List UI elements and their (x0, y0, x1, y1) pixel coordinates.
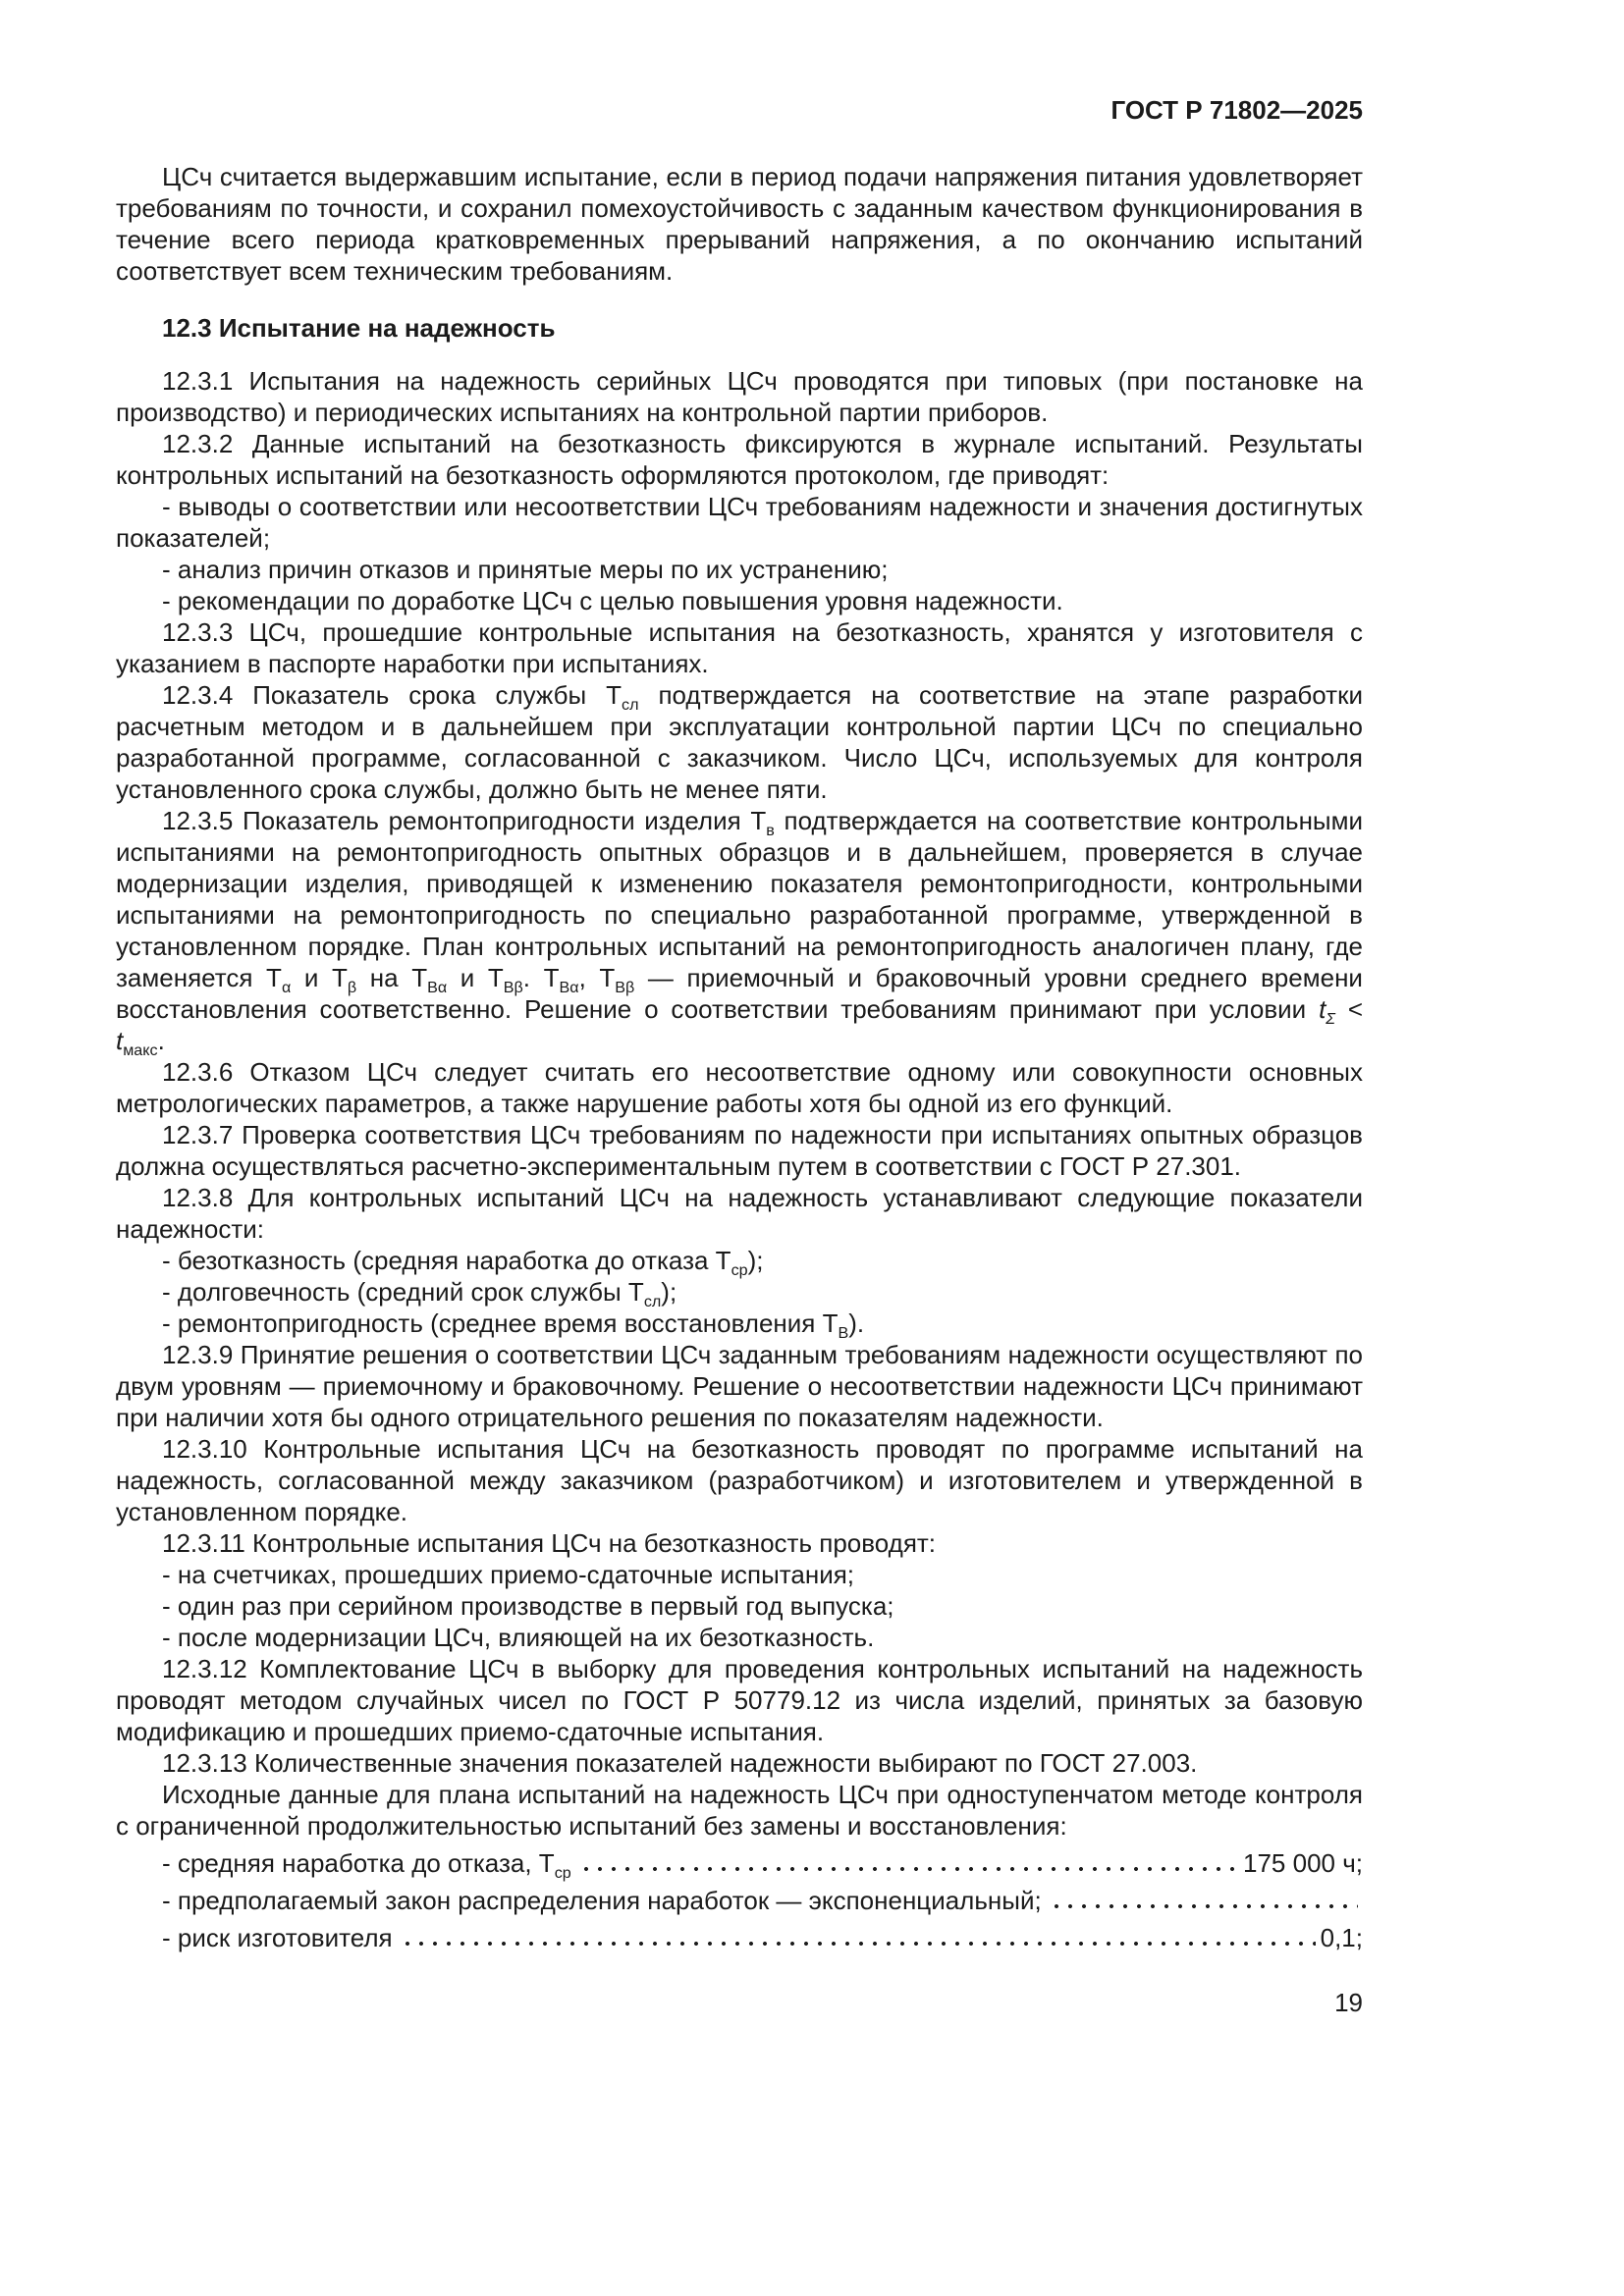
leader-item (116, 1885, 1363, 1916)
subscript-text: Вβ (615, 979, 635, 997)
text-run: . Т (522, 963, 560, 992)
paragraph (116, 1119, 1363, 1182)
list-item (116, 491, 1363, 554)
text-run: 12.3.13 Количественные значения показателей надежности выбирают по ГОСТ 27.003. (162, 1748, 1198, 1778)
text-run: . (157, 1026, 165, 1055)
paragraph (116, 1527, 1363, 1559)
text-run: ЦСч считается выдержавшим испытание, если в период подачи напряжения питания удовлетворяет требованиям по точности, и сохранил помехоустойчивость с заданным качеством функционирования в течение всего периода кратковременных прерываний напряжения, а по окончанию испытаний соответствует всем техническим требованиям. (116, 162, 1363, 286)
text-run: подтверждается на соответствие на этапе разработки расчетным методом и в дальнейшем при эксплуатации контрольной партии ЦСч по специально разработанной программе, согласованной с заказчиком. Число ЦСч, используемых для контроля установленного срока службы, должно быть не менее пяти. (116, 680, 1363, 804)
text-run: - на счетчиках, прошедших приемо-сдаточные испытания; (162, 1560, 855, 1589)
text-run: ); (661, 1277, 677, 1307)
subscript-text: сл (622, 696, 639, 715)
text-run: - анализ причин отказов и принятые меры по их устранению; (162, 555, 889, 584)
list-item (116, 1276, 1363, 1311)
paragraph (116, 1747, 1363, 1779)
text-run: Исходные данные для плана испытаний на надежность ЦСч при одноступенчатом методе контроля с ограниченной продолжительностью испытаний без замены и восстановления: (116, 1780, 1363, 1841)
text-run: 12.3.4 Показатель срока службы Т (162, 680, 623, 710)
text-run: - выводы о соответствии или несоответствии ЦСч требованиям надежности и значения достигнутых показателей; (116, 492, 1363, 553)
subscript-text: макс (123, 1041, 158, 1060)
text-run: на Т (356, 963, 428, 992)
text-run: - средняя наработка до отказа, Т (162, 1848, 555, 1878)
subscript-text: α (281, 979, 292, 997)
leader-value: 175 000 ч; (1243, 1848, 1363, 1878)
text-run: 12.3.1 Испытания на надежность серийных ЦСч проводятся при типовых (при постановке на производство) и периодических испытаниях на контрольной партии приборов. (116, 366, 1363, 427)
paragraph (116, 1056, 1363, 1119)
list-item (116, 1622, 1363, 1653)
paragraph (116, 365, 1363, 428)
text-run: t (1319, 994, 1326, 1024)
list-item (116, 554, 1363, 585)
text-run: 12.3.10 Контрольные испытания ЦСч на безотказность проводят по программе испытаний на надежность, согласованной между заказчиком (разработчиком) и изготовителем и утвержденной в установленном порядке. (116, 1434, 1363, 1526)
text-run: , Т (578, 963, 616, 992)
text-run: - ремонтопригодность (среднее время восстановления Т (162, 1308, 839, 1338)
dot-leader (1047, 1885, 1358, 1916)
text-run: и Т (447, 963, 504, 992)
leader-label (162, 1885, 1042, 1916)
text-run: - после модернизации ЦСч, влияющей на их безотказность. (162, 1623, 875, 1652)
text-run: 12.3.5 Показатель ремонтопригодности изделия Т (162, 806, 767, 835)
document-body (116, 161, 1363, 1953)
subscript-text: Вβ (503, 979, 523, 997)
list-item (116, 1559, 1363, 1590)
page-footer (116, 1987, 1363, 2018)
paragraph (116, 805, 1364, 1060)
page-number: 19 (1334, 1988, 1363, 2017)
text-run: - рекомендации по доработке ЦСч с целью повышения уровня надежности. (162, 586, 1063, 615)
list-item (116, 1590, 1363, 1622)
text-run: 12.3.9 Принятие решения о соответствии ЦСч заданным требованиям надежности осуществляют по двум уровням — приемочному и браковочному. Решение о несоответствии надежности ЦСч принимают при наличии хотя бы одного отрицательного решения по показателям надежности. (116, 1340, 1363, 1432)
paragraph (116, 1653, 1363, 1747)
paragraph (116, 428, 1363, 491)
text-run: и Т (291, 963, 348, 992)
text-run: ). (848, 1308, 865, 1338)
subscript-text: Вα (559, 979, 579, 997)
dot-leader (398, 1922, 1316, 1953)
text-run: 12.3.3 ЦСч, прошедшие контрольные испытания на безотказность, хранятся у изготовителя с указанием в паспорте наработки при испытаниях. (116, 617, 1363, 678)
paragraph (116, 1182, 1363, 1245)
text-run: < (1334, 994, 1363, 1024)
text-run: - долговечность (средний срок службы Т (162, 1277, 644, 1307)
list-item (116, 1308, 1363, 1343)
paragraph (116, 616, 1363, 679)
leader-item (116, 1847, 1363, 1883)
subscript-text: Вα (427, 979, 448, 997)
text-run: - предполагаемый закон распределения наработок — экспоненциальный; (162, 1886, 1042, 1915)
doc-code: ГОСТ Р 71802—2025 (1110, 95, 1363, 125)
subscript-text: В (838, 1324, 849, 1343)
text-run: 12.3.6 Отказом ЦСч следует считать его несоответствие одному или совокупности основных метрологических параметров, а также нарушение работы хотя бы одной из его функций. (116, 1057, 1363, 1118)
paragraph (116, 679, 1363, 805)
text-run: t (116, 1026, 124, 1055)
text-run: 12.3.7 Проверка соответствия ЦСч требованиям по надежности при испытаниях опытных образцов должна осуществляться расчетно-экспериментальным путем в соответствии с ГОСТ Р 27.301. (116, 1120, 1363, 1181)
subscript-text: сл (643, 1293, 662, 1311)
text-run: - риск изготовителя (162, 1923, 393, 1952)
dot-leader (576, 1847, 1238, 1879)
text-run: - один раз при серийном производстве в первый год выпуска; (162, 1591, 894, 1621)
leader-item (116, 1922, 1363, 1953)
text-run: подтверждается на соответствие контрольными испытаниями на ремонтопригодность опытных образцов и в дальнейшем, проверяется в случае модернизации изделия, приводящей к изменению показателя ремонтопригодности, контрольными испытаниями на ремонтопригодность по специально разработанной программе, утвержденной в установленном порядке. План контрольных испытаний на ремонтопригодность аналогичен плану, где заменяется Т (116, 806, 1364, 992)
list-item (116, 1245, 1363, 1280)
list-item (116, 585, 1363, 616)
paragraph (116, 1433, 1363, 1527)
text-run: 12.3.8 Для контрольных испытаний ЦСч на надежность устанавливают следующие показатели надежности: (116, 1183, 1363, 1244)
subscript-text: ср (554, 1864, 571, 1883)
text-run: - безотказность (средняя наработка до отказа Т (162, 1246, 731, 1275)
subscript-text: в (766, 822, 775, 840)
page-header (116, 94, 1363, 126)
text-run: 12.3.12 Комплектование ЦСч в выборку для проведения контрольных испытаний на надежность проводят методом случайных чисел по ГОСТ Р 50779.12 из числа изделий, принятых за базовую модификацию и прошедших приемо-сдаточные испытания. (116, 1654, 1363, 1746)
text-run: — приемочный и браковочный уровни среднего времени восстановления соответственно. Решение о соответствии требованиям принимают при условии (116, 963, 1363, 1024)
leader-value: 0,1; (1320, 1923, 1363, 1952)
subscript-text: Σ (1326, 1010, 1335, 1029)
subscript-text: β (347, 979, 357, 997)
leader-label (162, 1847, 571, 1883)
leader-label (162, 1922, 393, 1953)
text-run: ); (747, 1246, 764, 1275)
paragraph (116, 161, 1363, 287)
text-run: 12.3 Испытание на надежность (162, 313, 556, 343)
subscript-text: ср (731, 1261, 748, 1280)
text-run: 12.3.11 Контрольные испытания ЦСч на безотказность проводят: (162, 1528, 937, 1558)
text-run: 12.3.2 Данные испытаний на безотказность фиксируются в журнале испытаний. Результаты контрольных испытаний на безотказность оформляются протоколом, где приводят: (116, 429, 1363, 490)
paragraph (116, 1339, 1363, 1433)
section-heading (116, 312, 1363, 344)
paragraph (116, 1779, 1363, 1842)
